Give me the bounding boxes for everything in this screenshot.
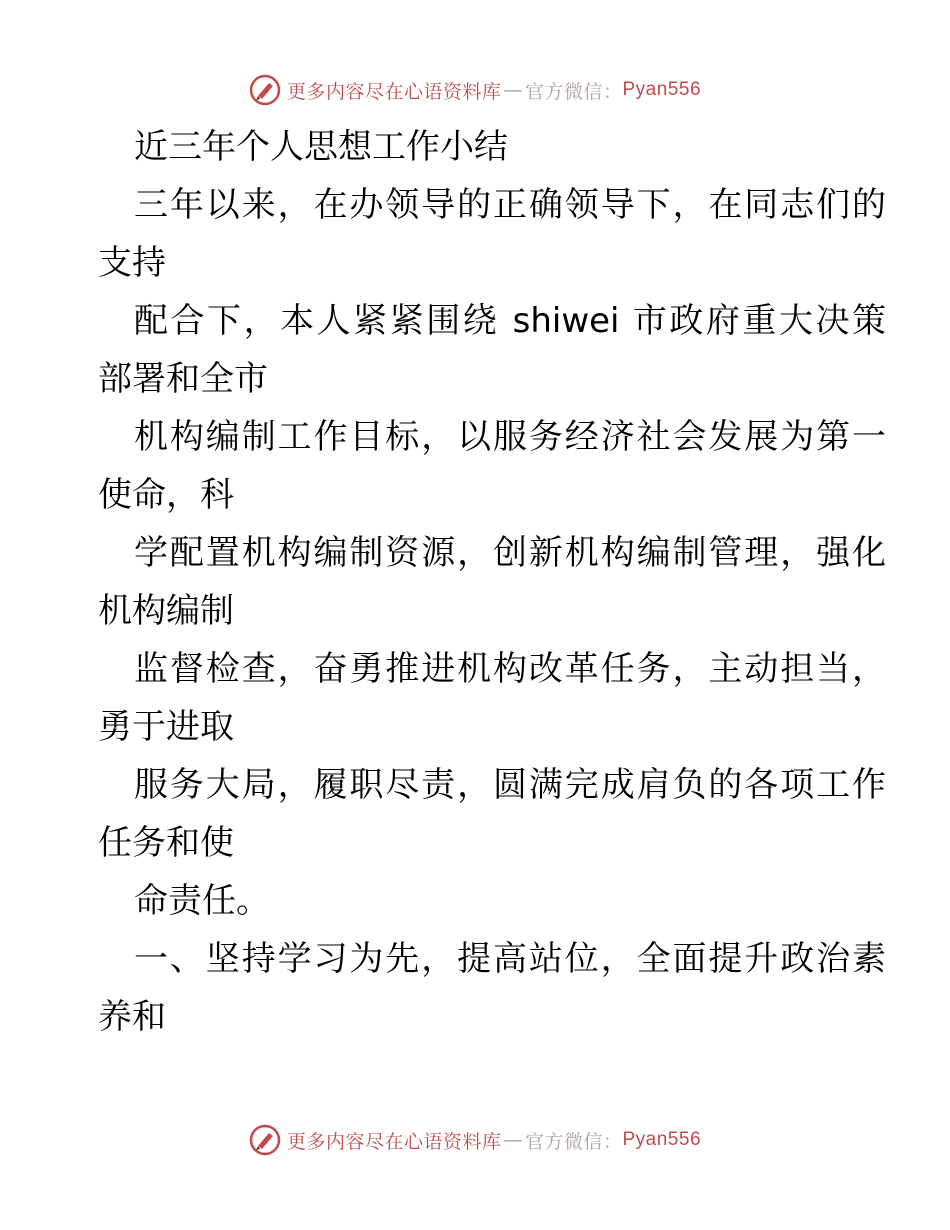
footer-watermark — [0, 1120, 950, 1160]
text-line: 使命，科 — [98, 475, 234, 515]
text-line: 机构编制工作目标，以服务经济社会发展为第一 — [134, 417, 886, 457]
document-title: 近三年个人思想工作小结 — [134, 127, 508, 167]
text-line: 命责任。 — [134, 881, 270, 921]
text-line: 学配置机构编制资源，创新机构编制管理，强化 — [134, 533, 886, 573]
text-line: 养和 — [98, 997, 166, 1037]
watermark-site-text: 更多内容尽在心语资料库 — [286, 1130, 502, 1153]
pen-logo-icon — [249, 1124, 281, 1156]
text-line: 配合下，本人紧紧围绕 shiwei 市政府重大决策 — [134, 301, 886, 341]
text-line: 任务和使 — [98, 823, 234, 863]
text-line: 三年以来，在办领导的正确领导下，在同志们的 — [134, 185, 886, 225]
text-line: 部署和全市 — [98, 359, 268, 399]
watermark-site-text: 更多内容尽在心语资料库 — [286, 80, 502, 103]
watermark-separator: — — [503, 79, 523, 101]
watermark-wechat-label: 官方微信： — [524, 1130, 623, 1153]
watermark-wechat-label: 官方微信： — [524, 80, 623, 103]
text-line: 支持 — [98, 243, 166, 283]
text-line: 勇于进取 — [98, 707, 234, 747]
watermark-separator: — — [503, 1129, 523, 1151]
watermark-wechat-id: Pyan556 — [622, 79, 702, 100]
watermark-wechat-id: Pyan556 — [622, 1129, 702, 1150]
document-body — [98, 118, 886, 1046]
text-line: 服务大局，履职尽责，圆满完成肩负的各项工作 — [134, 765, 886, 805]
section-heading: 一、坚持学习为先，提高站位，全面提升政治素 — [134, 939, 886, 979]
header-watermark — [0, 70, 950, 110]
text-line: 机构编制 — [98, 591, 234, 631]
text-line: 监督检查，奋勇推进机构改革任务，主动担当， — [134, 649, 886, 689]
pen-logo-icon — [249, 74, 281, 106]
